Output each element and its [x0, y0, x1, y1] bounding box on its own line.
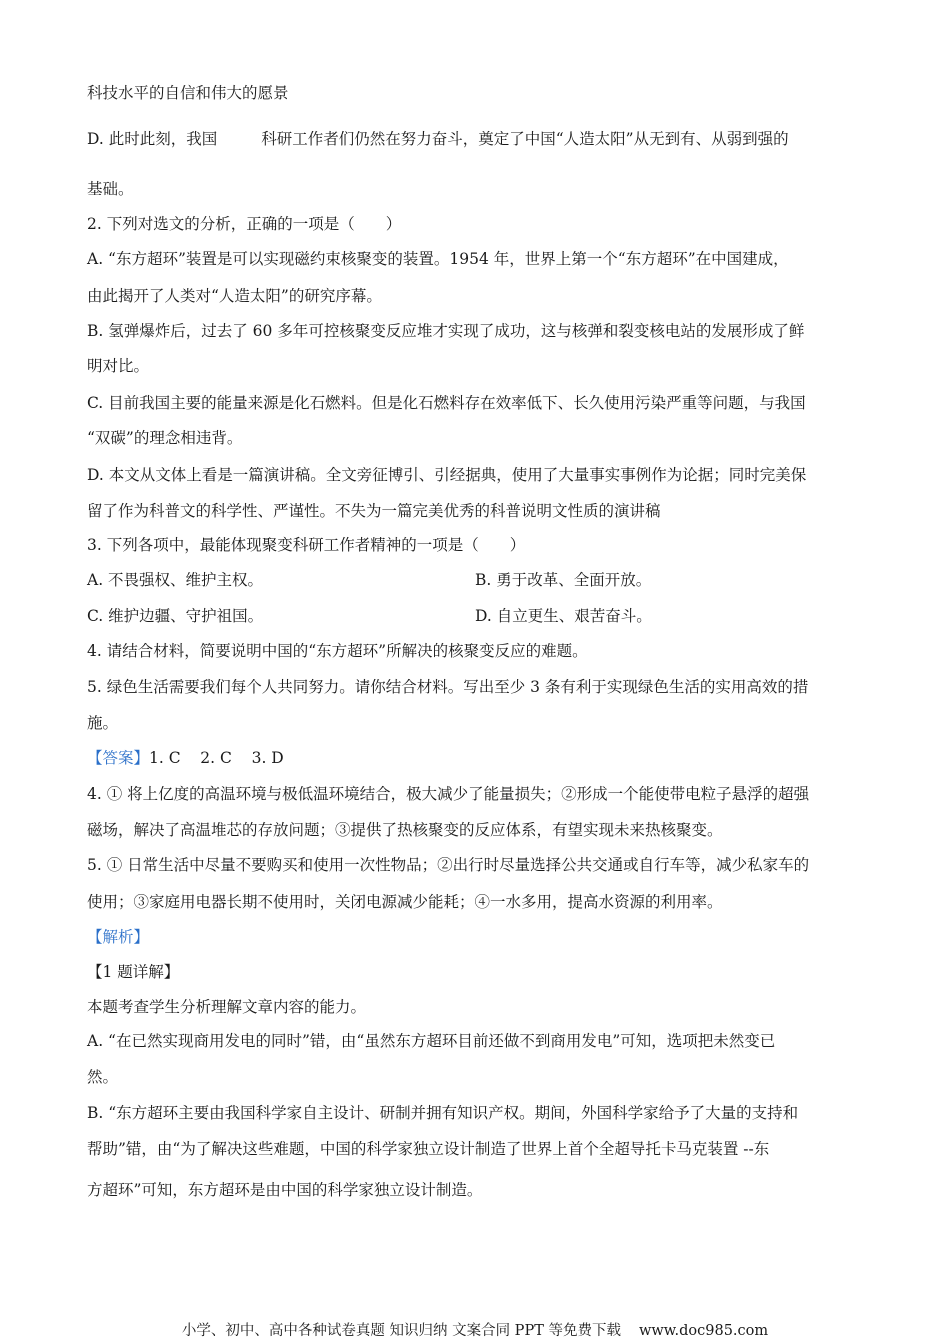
option-b: B. 勇于改革、全面开放。	[475, 571, 652, 589]
text-line: 5. ① 日常生活中尽量不要购买和使用一次性物品；②出行时尽量选择公共交通或自行车等，减少私家车的	[87, 856, 810, 874]
text-line: 帮助”错，由“为了解决这些难题，中国的科学家独立设计制造了世界上首个全超导托卡马克装置 --东	[87, 1140, 770, 1158]
text-line: 留了作为科普文的科学性、严谨性。不失为一篇完美优秀的科普说明文性质的演讲稿	[87, 502, 661, 520]
text-line: A. “在已然实现商用发电的同时”错，由“虽然东方超环目前还做不到商用发电”可知，选项把未然变已	[87, 1032, 776, 1050]
text-line: 本题考查学生分析理解文章内容的能力。	[87, 998, 367, 1016]
answer-values: 1. C 2. C 3. D	[149, 749, 284, 767]
text-line: 基础。	[87, 180, 134, 198]
text-line: 方超环”可知，东方超环是由中国的科学家独立设计制造。	[87, 1181, 483, 1199]
answer-line	[87, 748, 284, 768]
text-line: 4. ① 将上亿度的高温环境与极低温环境结合，极大减少了能量损失；②形成一个能使带电粒子悬浮的超强	[87, 785, 810, 803]
footer-text: 小学、初中、高中各种试卷真题 知识归纳 文案合同 PPT 等免费下载	[181, 1323, 621, 1339]
text-line: 使用；③家庭用电器长期不使用时，关闭电源减少能耗；④一水多用，提高水资源的利用率。	[87, 893, 723, 911]
text-fragment: 科研工作者们仍然在努力奋斗，奠定了中国“人造太阳”从无到有、从弱到强的	[261, 130, 789, 148]
analysis-label: 【解析】	[87, 928, 150, 946]
text-line: 由此揭开了人类对“人造太阳”的研究序幕。	[87, 287, 382, 305]
text-line: D. 本文从文体上看是一篇演讲稿。全文旁征博引、引经据典，使用了大量事实事例作为论据；同时完美保	[87, 466, 807, 484]
section-heading: 【1 题详解】	[87, 963, 180, 981]
option-c: C. 维护边疆、守护祖国。	[87, 607, 264, 625]
text-line: 施。	[87, 714, 119, 732]
question-2: 2. 下列对选文的分析，正确的一项是（ ）	[87, 215, 402, 233]
option-d: D. 自立更生、艰苦奋斗。	[475, 607, 652, 625]
text-line: C. 目前我国主要的能量来源是化石燃料。但是化石燃料存在效率低下、长久使用污染严重等问题，与我国	[87, 394, 806, 412]
text-line: B. “东方超环主要由我国科学家自主设计、研制并拥有知识产权。期间，外国科学家给予了大量的支持和	[87, 1104, 799, 1122]
option-a: A. 不畏强权、维护主权。	[87, 571, 264, 589]
text-line: 科技水平的自信和伟大的愿景	[87, 84, 289, 102]
question-3: 3. 下列各项中，最能体现聚变科研工作者精神的一项是（ ）	[87, 536, 526, 554]
page-footer	[0, 1322, 950, 1340]
text-line: 然。	[87, 1068, 119, 1086]
text-line: B. 氢弹爆炸后，过去了 60 多年可控核聚变反应堆才实现了成功，这与核弹和裂变核电站的发展形成了鲜	[87, 322, 805, 340]
text-line: A. “东方超环”装置是可以实现磁约束核聚变的装置。1954 年，世界上第一个“东方超环”在中国建成，	[87, 250, 789, 268]
option-d-line	[87, 129, 789, 149]
text-line: 明对比。	[87, 357, 150, 375]
question-4: 4. 请结合材料，简要说明中国的“东方超环”所解决的核聚变反应的难题。	[87, 642, 588, 660]
footer-link[interactable]: www.doc985.com	[638, 1323, 769, 1339]
text-line: “双碳”的理念相违背。	[87, 429, 243, 447]
text-line: 磁场，解决了高温堆芯的存放问题；③提供了热核聚变的反应体系，有望实现未来热核聚变。	[87, 821, 723, 839]
text-fragment: D. 此时此刻，我国	[87, 130, 218, 148]
question-5: 5. 绿色生活需要我们每个人共同努力。请你结合材料。写出至少 3 条有利于实现绿色生活的实用高效的措	[87, 678, 809, 696]
answer-label: 【答案】	[87, 749, 150, 767]
